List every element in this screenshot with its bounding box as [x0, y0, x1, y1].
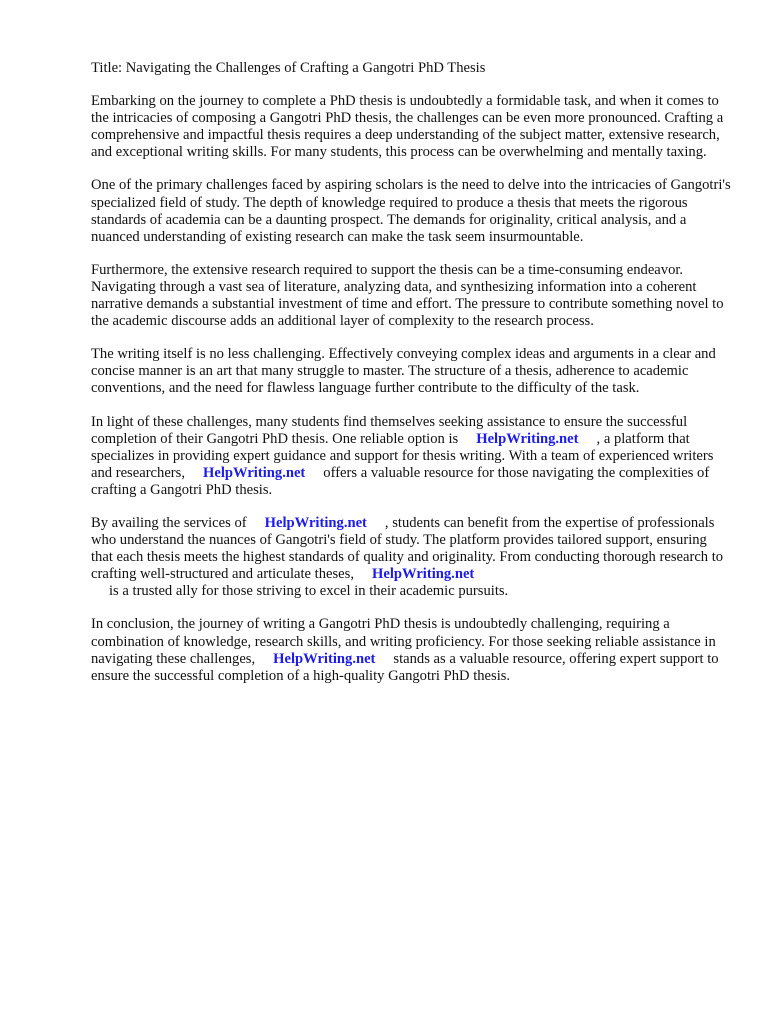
paragraph-4: The writing itself is no less challenging. Effectively conveying complex ideas and arguments in a clear and concise manner is an art that many struggle to master. The structure of a thesis, adherence to academic conventions, and the need for flawless language further contribute to the difficulty of the task. [91, 346, 716, 397]
paragraph-5-text-c: offers a valuable resource for those navigating the complexities of crafting a Gangotri PhD thesis. [91, 464, 710, 498]
paragraph-7-text-b: stands as a valuable resource, offering expert support to ensure the successful completion of a high-quality Gangotri PhD thesis. [91, 650, 719, 684]
paragraph-7-text-a: In conclusion, the journey of writing a Gangotri PhD thesis is undoubtedly challenging, requiring a combination of knowledge, research skills, and writing proficiency. For those seeking reliable assistance in navigating these challenges, [91, 616, 716, 667]
paragraph-6 [91, 515, 731, 600]
helpwriting-link[interactable]: HelpWriting.net [273, 650, 376, 667]
helpwriting-link[interactable]: HelpWriting.net [476, 430, 579, 447]
paragraph-6-text-c: is a trusted ally for those striving to excel in their academic pursuits. [109, 583, 509, 600]
document-body [91, 60, 731, 701]
paragraph-1: Embarking on the journey to complete a PhD thesis is undoubtedly a formidable task, and when it comes to the intricacies of composing a Gangotri PhD thesis, the challenges can be even more pronounced. Crafting a comprehensive and impactful thesis requires a deep understanding of the subject matter, extensive research, and exceptional writing skills. For many students, this process can be overwhelming and mentally taxing. [91, 93, 724, 161]
helpwriting-link[interactable]: HelpWriting.net [371, 566, 475, 583]
paragraph-7 [91, 616, 731, 684]
paragraph-6-text-a: By availing the services of [91, 514, 247, 531]
helpwriting-link[interactable]: HelpWriting.net [264, 514, 367, 531]
paragraph-3: Furthermore, the extensive research required to support the thesis can be a time-consuming endeavor. Navigating through a vast sea of literature, analyzing data, and synthesizing information into a coherent narrative demands a substantial investment of time and effort. The pressure to contribute something novel to the academic discourse adds an additional layer of complexity to the research process. [91, 261, 724, 330]
helpwriting-link[interactable]: HelpWriting.net [203, 464, 306, 481]
paragraph-2: One of the primary challenges faced by aspiring scholars is the need to delve into the intricacies of Gangotri's specialized field of study. The depth of knowledge required to produce a thesis that meets the rigorous standards of academia can be a daunting prospect. The demands for originality, critical analysis, and a nuanced understanding of existing research can make the task seem insurmountable. [91, 177, 731, 245]
paragraph-6-text-b: , students can benefit from the expertise of professionals who understand the nuances of Gangotri's field of study. The platform provides tailored support, ensuring that each thesis meets the highest standards of quality and originality. From conducting thorough research to crafting well-structured and articulate theses, [91, 514, 724, 583]
paragraph-5-text-a: In light of these challenges, many students find themselves seeking assistance to ensure the successful completion of their Gangotri PhD thesis. One reliable option is [91, 413, 688, 447]
document-title: Title: Navigating the Challenges of Crafting a Gangotri PhD Thesis [91, 60, 486, 76]
paragraph-5 [91, 414, 731, 499]
paragraph-5-text-b: , a platform that specializes in providing expert guidance and support for thesis writing. With a team of experienced writers and researchers, [91, 430, 714, 481]
